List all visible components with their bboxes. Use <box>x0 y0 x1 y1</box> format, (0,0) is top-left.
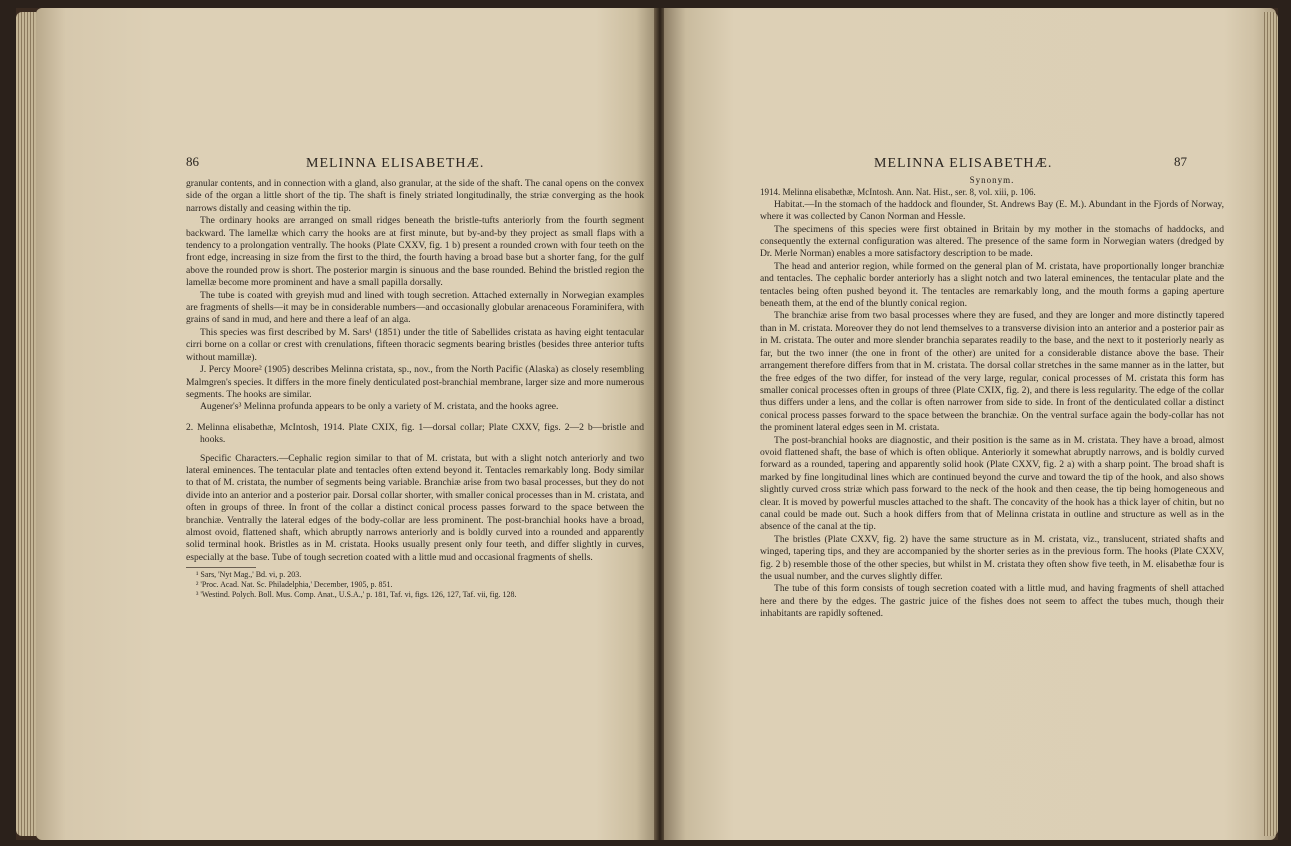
footnotes <box>186 570 644 600</box>
footnote-rule <box>186 567 256 568</box>
paragraph: J. Percy Moore² (1905) describes Melinna cristata, sp., nov., from the North Pacific (Alaska) as closely resembling Malmgren's species. It differs in the more finely denticulated post-branchial membrane, larger size and more numerous segments. The hooks are similar. <box>186 364 644 400</box>
paragraph: The post-branchial hooks are diagnostic, and their position is the same as in M. cristata. They have a broad, almost ovoid flattened shaft, the base of which is often oblique. Anteriorly it somewhat abruptly narrows, and is boldly curved forward as a rounded, tapering and apparently solid hook (Plate CXXV, fig. 2 a) with a sharp point. The broad shaft is marked by fine longitudinal lines which are continued beyond the curve and toward the tip of the hook, and also shows slightly curved cross striæ which pass forward to the neck of the hook and then cease, the tip being homogeneous and clear. It is moved by powerful muscles attached to the shaft. The concavity of the hook has a thick layer of chitin, but no canal could be made out. Such a hook differs from that of Melinna cristata in outline and structure as well as in the absence of the canal at the tip. <box>760 434 1224 533</box>
paragraph: The bristles (Plate CXXV, fig. 2) have the same structure as in M. cristata, viz., translucent, striated shafts and winged, tapering tips, and they are accompanied by the shorter series as in the previous form. The hooks (Plate CXXV, fig. 2 b) resemble those of the other species, but whilst in M. cristata they often show five teeth, in M. elisabethæ four is the usual number, and the curves slightly differ. <box>760 533 1224 582</box>
paragraph: Habitat.—In the stomach of the haddock and flounder, St. Andrews Bay (E. M.). Abundant in the Fjords of Norway, where it was collected by Canon Norman and Hessle. <box>760 198 1224 223</box>
synonym-heading: Synonym. <box>969 175 1015 185</box>
footnote: ³ 'Westind. Polych. Boll. Mus. Comp. Anat., U.S.A.,' p. 181, Taf. vi, figs. 126, 127, Taf. vii, fig. 128. <box>196 590 517 600</box>
paragraph: This species was first described by M. Sars¹ (1851) under the title of Sabellides cristata as having eight tentacular cirri borne on a collar or crest with crenulations, fifteen thoracic segments bearing bristles (besides three anterior tufts without mamillæ). <box>186 326 644 363</box>
paragraph: The tube is coated with greyish mud and lined with tough secretion. Attached externally in Norwegian examples are fragments of shells—it may be in considerable numbers—and occasionally globular arenaceous Foraminifera, with grains of sand in mud, and here and there a leaf of an alga. <box>186 289 644 326</box>
paragraph: The head and anterior region, while formed on the general plan of M. cristata, have proportionally longer branchiæ and tentacles. The cephalic border anteriorly has a slight notch and two lateral eminences, the tentacular plate and the tentacles being often pushed beyond it. The tentacles are remarkably long, and the mouth forms a gaping aperture beneath them, at the end of the bluntly conical region. <box>760 260 1224 310</box>
paragraph: The ordinary hooks are arranged on small ridges beneath the bristle-tufts anteriorly from the fourth segment backward. The lamellæ which carry the hooks are at first minute, but by-and-by they project as small flaps with a tendency to a prolongation ventrally. The hooks (Plate CXXV, fig. 1 b) present a rounded crown with four teeth on the front edge, increasing in size from the first to the third, the fourth having a broad base but a shorter fang, for the gulf above the rounded prow is short. The posterior margin is sinuous and the base rounded. Behind the bristled region the lamellæ become more prominent and have a small papilla dorsally. <box>186 215 644 289</box>
page-number-left: 86 <box>186 154 199 169</box>
page-edges-right <box>1264 12 1278 836</box>
paragraph: Augener's³ Melinna profunda appears to be only a variety of M. cristata, and the hooks agree. <box>200 401 559 413</box>
page-number-right: 87 <box>1174 154 1187 169</box>
paragraph: The tube of this form consists of tough secretion coated with a little mud, and having fragments of shell attached here and there by the edges. The gastric juice of the fishes does not seem to affect the tubes much, though their inhabitants are rapidly softened. <box>760 583 1224 620</box>
right-body <box>760 174 1224 621</box>
paragraph: The specimens of this species were first obtained in Britain by my mother in the stomachs of haddocks, and consequently the external configuration was altered. The presence of the same form in Norwegian waters (dredged by Dr. Merle Norman) enables a more satisfactory description to be made. <box>760 223 1224 260</box>
species-heading: 2. Melinna elisabethæ, McIntosh, 1914. Plate CXIX, fig. 1—dorsal collar; Plate CXXV, figs. 2—2 b—bristle and hooks. <box>186 421 644 446</box>
paragraph: The branchiæ arise from two basal processes where they are fused, and they are longer and more distinctly tapered than in M. cristata. Moreover they do not lend themselves to a transverse division into an anterior and a posterior pair as in M. cristata. The outer and more slender branchia separates readily to the base, and the next to it posteriorly nearly as far, but the two inner (the one in front of the other) are united for a considerable distance above the base. Their arrangement therefore differs from that in M. cristata. The dorsal collar stretches in the same manner as in the latter, but the free edges of the two differ, for instead of the very large, regular, conical processes of M. cristata this form has smaller conical processes often in groups of three (Plate CXIX, fig. 2), and there is less regularity. The edge of the collar thus differs under a lens, and the collar is often narrower from side to side. In front of the denticulated collar a distinct conical process passes forward to the space between the branchiæ. On the ventral surface again the body-collar has not the prominent lateral edges seen in M. cristata. <box>760 310 1224 434</box>
synonym: 1914. Melinna elisabethæ, McIntosh. Ann. Nat. Hist., ser. 8, vol. xiii, p. 106. <box>760 187 1036 198</box>
paragraph: granular contents, and in connection with a gland, also granular, at the side of the shaft. The canal opens on the convex side of the organ a little short of the tip. The shaft is finely striated longitudinally, the striæ converging as the hook narrows distally and ceasing within the tip. <box>186 178 644 214</box>
footnote: ² 'Proc. Acad. Nat. Sc. Philadelphia,' December, 1905, p. 851. <box>196 580 393 590</box>
specific-characters: Specific Characters.—Cephalic region similar to that of M. cristata, but with a slight notch anteriorly and two lateral eminences. The tentacular plate and tentacles often extend beyond it. Tentacles remarkably long. Body similar to that of M. cristata, the number of segments being variable. Branchiæ arise from two basal processes, but they do not divide into an anterior and a posterior pair. Dorsal collar shorter, with smaller conical processes than in M. cristata, and often in groups of three. In front of the collar a distinct conical process passes forward to the space between the branchiæ. Ventrally the lateral edges of the body-collar are less prominent. The post-branchial hooks have a broad, almost ovoid, flattened shaft, which abruptly narrows anteriorly and is boldly curved into a rounded and apparently solid terminal hook. Bristles as in M. cristata. Hooks usually present only four teeth, and differ slightly in curves, especially at the base. Tube of tough secretion coated with a little mud and occasional fragments of shells. <box>186 452 644 563</box>
left-body <box>186 178 644 600</box>
right-page <box>664 8 1276 840</box>
left-page <box>36 8 656 840</box>
running-head-left: MELINNA ELISABETHÆ. <box>306 156 485 171</box>
running-head-right: MELINNA ELISABETHÆ. <box>874 156 1053 171</box>
footnote: ¹ Sars, 'Nyt Mag.,' Bd. vi, p. 203. <box>196 570 302 580</box>
open-book <box>16 8 1278 840</box>
page-edges-left <box>16 12 38 836</box>
